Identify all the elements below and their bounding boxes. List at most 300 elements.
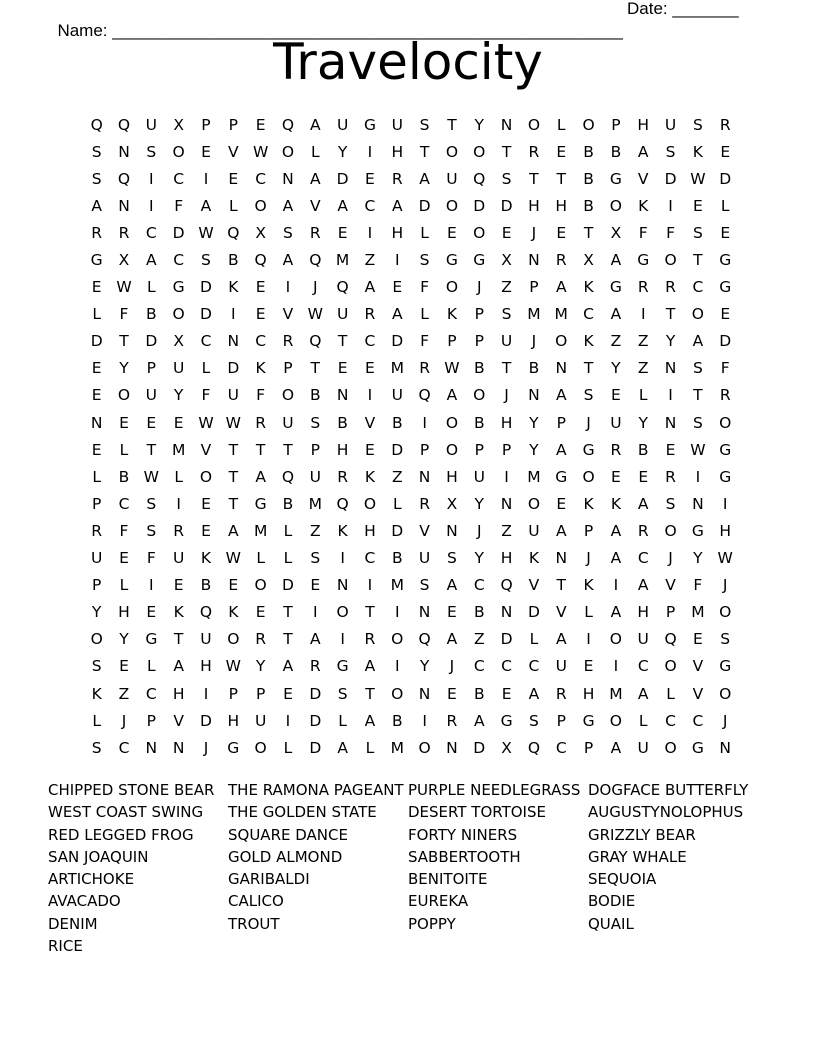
grid-letter: S xyxy=(501,305,512,324)
grid-letter: A xyxy=(255,467,266,486)
word-list-item: BODIE xyxy=(588,892,636,911)
grid-letter: A xyxy=(91,196,102,215)
grid-letter: I xyxy=(613,576,619,595)
grid-letter: O xyxy=(336,603,349,622)
grid-row xyxy=(83,572,739,599)
grid-letter: B xyxy=(118,467,130,486)
grid-letter: Q xyxy=(527,738,541,757)
grid-letter: C xyxy=(583,305,594,324)
grid-letter: G xyxy=(719,278,732,297)
grid-letter: M xyxy=(390,576,404,595)
grid-letter: I xyxy=(367,223,373,242)
grid-letter: L xyxy=(338,711,347,730)
grid-letter: X xyxy=(173,115,184,134)
grid-letter: Y xyxy=(611,359,621,378)
grid-letter: E xyxy=(365,359,375,378)
grid-row xyxy=(83,599,739,626)
grid-letter: O xyxy=(719,603,732,622)
grid-letter: W xyxy=(225,413,241,432)
grid-letter: O xyxy=(391,684,404,703)
word-list-item: ARTICHOKE xyxy=(48,870,135,889)
grid-letter: T xyxy=(556,576,566,595)
grid-letter: V xyxy=(692,657,704,676)
grid-letter: R xyxy=(419,494,430,513)
grid-letter: J xyxy=(504,386,509,405)
word-list-item: EUREKA xyxy=(408,892,469,911)
grid-letter: S xyxy=(201,251,211,270)
grid-letter: S xyxy=(283,223,293,242)
grid-letter: C xyxy=(473,576,485,595)
grid-letter: Z xyxy=(610,332,622,351)
grid-letter: W xyxy=(116,278,132,297)
grid-letter: B xyxy=(337,413,348,432)
grid-letter: W xyxy=(717,549,733,568)
grid-letter: H xyxy=(500,549,513,568)
grid-letter: I xyxy=(149,196,154,215)
grid-row xyxy=(83,517,739,544)
word-list-item: DENIM xyxy=(48,914,98,933)
grid-letter: F xyxy=(119,521,129,540)
grid-letter: N xyxy=(555,359,568,378)
grid-letter: L xyxy=(119,440,129,459)
grid-letter: D xyxy=(418,196,431,215)
letter-grid xyxy=(83,111,739,761)
grid-letter: O xyxy=(719,684,732,703)
grid-letter: A xyxy=(637,142,649,161)
grid-letter: I xyxy=(367,142,373,161)
grid-letter: J xyxy=(586,413,591,432)
grid-letter: F xyxy=(720,359,730,378)
word-list-item: THE RAMONA PAGEANT xyxy=(228,781,404,799)
grid-letter: A xyxy=(446,576,458,595)
grid-letter: O xyxy=(582,115,595,134)
grid-letter: E xyxy=(611,467,621,486)
grid-letter: D xyxy=(172,223,185,242)
grid-letter: N xyxy=(90,413,103,432)
grid-letter: C xyxy=(118,738,130,757)
grid-letter: L xyxy=(365,738,375,757)
grid-letter: P xyxy=(474,440,484,459)
grid-letter: U xyxy=(336,305,349,324)
grid-letter: G xyxy=(555,467,568,486)
grid-letter: H xyxy=(336,440,349,459)
word-list-item: TROUT xyxy=(228,914,280,933)
grid-letter: O xyxy=(445,440,459,459)
grid-letter: Q xyxy=(254,251,267,270)
grid-letter: D xyxy=(281,576,294,595)
grid-letter: C xyxy=(665,711,676,730)
grid-letter: J xyxy=(121,711,127,730)
word-list-item: SEQUOIA xyxy=(588,870,657,889)
grid-letter: G xyxy=(582,440,595,459)
grid-letter: Z xyxy=(473,630,485,649)
grid-letter: S xyxy=(146,494,157,513)
grid-letter: L xyxy=(529,630,539,649)
grid-letter: W xyxy=(225,549,241,568)
grid-letter: P xyxy=(474,332,484,351)
grid-letter: E xyxy=(556,223,567,242)
grid-letter: N xyxy=(692,494,704,513)
grid-letter: D xyxy=(500,630,513,649)
grid-letter: E xyxy=(146,603,157,622)
grid-letter: C xyxy=(528,657,540,676)
word-list-item: GRIZZLY BEAR xyxy=(588,825,696,844)
grid-letter: I xyxy=(695,467,701,486)
grid-letter: V xyxy=(555,603,567,622)
grid-letter: Z xyxy=(391,467,403,486)
grid-letter: D xyxy=(473,738,486,757)
grid-letter: H xyxy=(555,196,568,215)
grid-letter: L xyxy=(584,603,593,622)
grid-letter: T xyxy=(447,115,457,134)
grid-letter: I xyxy=(668,386,673,405)
grid-letter: B xyxy=(200,576,212,595)
grid-row xyxy=(83,490,739,517)
grid-letter: V xyxy=(309,196,321,215)
grid-letter: E xyxy=(392,278,403,297)
grid-letter: B xyxy=(473,413,485,432)
grid-letter: P xyxy=(310,440,320,459)
grid-letter: A xyxy=(391,305,403,324)
grid-letter: M xyxy=(335,251,350,270)
grid-letter: U xyxy=(254,711,267,730)
grid-letter: Q xyxy=(418,630,431,649)
grid-letter: K xyxy=(583,576,594,595)
name-field-label: Name: ______________________________________________________ xyxy=(57,21,623,40)
grid-letter: P xyxy=(611,115,621,134)
grid-letter: C xyxy=(364,332,376,351)
grid-letter: O xyxy=(199,467,213,486)
grid-letter: O xyxy=(172,305,185,324)
grid-letter: M xyxy=(253,521,268,540)
grid-letter: J xyxy=(668,549,673,568)
grid-letter: E xyxy=(173,576,184,595)
grid-letter: E xyxy=(255,115,266,134)
grid-letter: R xyxy=(610,440,622,459)
grid-letter: Q xyxy=(117,115,131,134)
grid-row xyxy=(83,219,739,246)
grid-letter: O xyxy=(254,576,267,595)
grid-letter: A xyxy=(555,521,567,540)
grid-letter: E xyxy=(228,169,239,188)
grid-letter: P xyxy=(474,305,484,324)
grid-letter: G xyxy=(609,278,622,297)
grid-letter: K xyxy=(692,142,703,161)
grid-letter: B xyxy=(227,251,239,270)
grid-letter: I xyxy=(394,657,400,676)
grid-row xyxy=(83,463,739,490)
grid-letter: Z xyxy=(501,521,512,540)
grid-letter: D xyxy=(200,711,212,730)
grid-letter: T xyxy=(337,332,348,351)
grid-letter: A xyxy=(337,738,348,757)
grid-letter: Z xyxy=(118,684,130,703)
grid-letter: A xyxy=(173,657,184,676)
grid-letter: S xyxy=(692,223,703,242)
grid-letter: D xyxy=(500,196,513,215)
grid-letter: Z xyxy=(501,278,512,297)
grid-letter: S xyxy=(720,630,731,649)
grid-letter: E xyxy=(583,657,594,676)
grid-letter: T xyxy=(173,630,184,649)
grid-letter: G xyxy=(719,251,732,270)
grid-letter: N xyxy=(418,603,431,622)
grid-row xyxy=(83,355,739,382)
grid-letter: D xyxy=(391,440,404,459)
grid-letter: T xyxy=(665,305,676,324)
grid-letter: O xyxy=(281,386,295,405)
grid-letter: N xyxy=(664,359,677,378)
grid-letter: E xyxy=(310,576,321,595)
grid-letter: R xyxy=(309,657,321,676)
grid-letter: V xyxy=(692,684,704,703)
word-list-item: FORTY NINERS xyxy=(408,825,518,844)
grid-letter: R xyxy=(282,332,294,351)
grid-letter: V xyxy=(665,576,676,595)
grid-letter: K xyxy=(583,332,594,351)
grid-letter: X xyxy=(118,251,130,270)
grid-letter: L xyxy=(283,521,293,540)
grid-letter: L xyxy=(174,467,183,486)
grid-letter: T xyxy=(693,251,703,270)
grid-letter: S xyxy=(91,169,102,188)
grid-letter: T xyxy=(501,142,512,161)
grid-letter: C xyxy=(145,684,157,703)
grid-letter: H xyxy=(172,684,185,703)
grid-letter: Q xyxy=(309,251,322,270)
grid-letter: Y xyxy=(474,494,484,513)
grid-letter: L xyxy=(283,549,293,568)
grid-letter: D xyxy=(200,305,212,324)
grid-letter: P xyxy=(255,684,266,703)
grid-letter: J xyxy=(203,738,209,757)
grid-letter: N xyxy=(336,386,349,405)
grid-letter: U xyxy=(391,115,403,134)
grid-letter: J xyxy=(449,657,455,676)
grid-letter: D xyxy=(391,521,404,540)
grid-letter: I xyxy=(668,196,673,215)
grid-letter: I xyxy=(313,603,318,622)
grid-letter: S xyxy=(146,521,157,540)
grid-letter: O xyxy=(473,223,486,242)
grid-letter: B xyxy=(583,169,594,188)
grid-row xyxy=(83,382,739,409)
grid-letter: B xyxy=(282,494,294,513)
grid-letter: D xyxy=(145,332,158,351)
grid-letter: I xyxy=(504,467,509,486)
grid-letter: O xyxy=(172,142,185,161)
grid-letter: B xyxy=(473,684,485,703)
grid-letter: P xyxy=(146,711,156,730)
grid-letter: E xyxy=(337,223,348,242)
grid-letter: R xyxy=(309,223,321,242)
grid-letter: O xyxy=(445,413,459,432)
grid-letter: A xyxy=(446,630,458,649)
grid-letter: U xyxy=(172,359,185,378)
grid-letter: A xyxy=(555,278,567,297)
grid-row xyxy=(83,734,739,761)
grid-letter: I xyxy=(586,630,591,649)
grid-letter: E xyxy=(91,440,102,459)
grid-letter: T xyxy=(146,440,157,459)
grid-letter: E xyxy=(201,142,211,161)
grid-letter: S xyxy=(692,413,703,432)
grid-letter: L xyxy=(392,494,402,513)
grid-letter: M xyxy=(527,467,541,486)
grid-letter: R xyxy=(719,115,731,134)
grid-letter: Y xyxy=(337,142,348,161)
grid-letter: H xyxy=(227,711,240,730)
grid-letter: C xyxy=(118,494,130,513)
grid-letter: A xyxy=(610,251,622,270)
grid-letter: D xyxy=(336,169,349,188)
grid-letter: R xyxy=(255,630,267,649)
grid-letter: G xyxy=(254,494,267,513)
grid-letter: E xyxy=(365,440,375,459)
grid-letter: K xyxy=(583,494,594,513)
grid-letter: V xyxy=(173,711,184,730)
word-list-item: SAN JOAQUIN xyxy=(48,847,149,866)
grid-letter: T xyxy=(365,684,375,703)
grid-letter: Q xyxy=(473,169,486,188)
grid-letter: O xyxy=(582,467,595,486)
grid-letter: N xyxy=(446,738,458,757)
word-list-item: BENITOITE xyxy=(408,870,488,889)
grid-letter: R xyxy=(91,223,103,242)
grid-letter: W xyxy=(225,657,241,676)
grid-letter: I xyxy=(340,630,345,649)
grid-letter: V xyxy=(528,576,540,595)
grid-letter: I xyxy=(285,711,291,730)
grid-letter: B xyxy=(583,196,594,215)
grid-letter: L xyxy=(147,657,156,676)
grid-letter: V xyxy=(364,413,376,432)
word-list-item: PURPLE NEEDLEGRASS xyxy=(408,781,581,799)
grid-letter: K xyxy=(638,196,649,215)
grid-letter: E xyxy=(201,521,211,540)
grid-letter: F xyxy=(174,196,184,215)
grid-letter: L xyxy=(119,576,129,595)
word-list-item: GARIBALDI xyxy=(228,870,310,889)
grid-letter: X xyxy=(501,251,512,270)
grid-letter: Q xyxy=(117,169,131,188)
grid-letter: L xyxy=(420,305,429,324)
word-list-item: CALICO xyxy=(228,892,284,911)
grid-letter: I xyxy=(203,684,209,703)
grid-letter: N xyxy=(500,603,513,622)
grid-letter: A xyxy=(555,386,567,405)
grid-letter: F xyxy=(201,386,211,405)
grid-letter: S xyxy=(583,386,594,405)
grid-letter: C xyxy=(145,223,157,242)
grid-letter: C xyxy=(173,251,185,270)
grid-letter: G xyxy=(500,711,513,730)
grid-letter: O xyxy=(254,738,267,757)
grid-letter: E xyxy=(556,494,567,513)
word-list-item: AVACADO xyxy=(48,892,121,911)
grid-letter: E xyxy=(173,413,184,432)
grid-letter: P xyxy=(228,115,238,134)
grid-letter: S xyxy=(419,251,430,270)
grid-letter: L xyxy=(420,223,429,242)
grid-letter: H xyxy=(391,223,404,242)
grid-letter: U xyxy=(227,386,239,405)
grid-letter: Q xyxy=(199,603,213,622)
grid-letter: E xyxy=(692,630,703,649)
grid-letter: A xyxy=(364,711,376,730)
grid-letter: A xyxy=(610,738,622,757)
grid-letter: F xyxy=(119,305,129,324)
grid-letter: N xyxy=(118,196,130,215)
grid-letter: T xyxy=(529,169,539,188)
grid-letter: E xyxy=(91,359,102,378)
grid-letter: K xyxy=(610,494,621,513)
grid-letter: H xyxy=(118,603,130,622)
grid-letter: O xyxy=(473,142,486,161)
grid-letter: O xyxy=(391,630,404,649)
grid-letter: T xyxy=(228,494,239,513)
grid-letter: S xyxy=(665,494,676,513)
grid-letter: T xyxy=(419,142,430,161)
grid-letter: H xyxy=(637,603,650,622)
grid-letter: U xyxy=(500,332,513,351)
grid-letter: O xyxy=(555,332,568,351)
grid-letter: A xyxy=(528,684,540,703)
grid-letter: R xyxy=(419,359,430,378)
grid-letter: T xyxy=(283,603,293,622)
grid-letter: U xyxy=(418,549,431,568)
grid-letter: U xyxy=(637,738,649,757)
grid-letter: G xyxy=(145,630,158,649)
grid-letter: N xyxy=(500,494,513,513)
grid-letter: C xyxy=(364,196,376,215)
grid-row xyxy=(83,707,739,734)
grid-letter: E xyxy=(720,223,731,242)
grid-letter: A xyxy=(146,251,157,270)
grid-row xyxy=(83,653,739,680)
grid-letter: E xyxy=(255,278,266,297)
grid-letter: P xyxy=(201,115,211,134)
grid-row xyxy=(83,409,739,436)
grid-letter: Q xyxy=(90,115,103,134)
grid-letter: R xyxy=(173,521,185,540)
grid-row xyxy=(83,626,739,653)
grid-letter: G xyxy=(473,251,486,270)
grid-letter: E xyxy=(283,684,293,703)
grid-letter: O xyxy=(664,251,677,270)
grid-letter: D xyxy=(527,603,540,622)
grid-letter: A xyxy=(200,196,212,215)
grid-letter: T xyxy=(119,332,129,351)
grid-letter: B xyxy=(583,142,594,161)
grid-letter: A xyxy=(637,494,649,513)
grid-letter: T xyxy=(228,440,239,459)
grid-letter: G xyxy=(90,251,103,270)
grid-letter: X xyxy=(446,494,458,513)
grid-letter: Q xyxy=(500,576,513,595)
grid-letter: I xyxy=(394,603,400,622)
grid-letter: R xyxy=(91,521,103,540)
grid-letter: G xyxy=(719,467,732,486)
grid-letter: U xyxy=(282,413,294,432)
grid-letter: S xyxy=(692,115,703,134)
grid-letter: K xyxy=(91,684,102,703)
grid-letter: E xyxy=(638,467,649,486)
grid-letter: S xyxy=(419,115,430,134)
word-list-item: SQUARE DANCE xyxy=(228,825,348,844)
grid-letter: Y xyxy=(173,386,184,405)
grid-letter: E xyxy=(365,169,375,188)
